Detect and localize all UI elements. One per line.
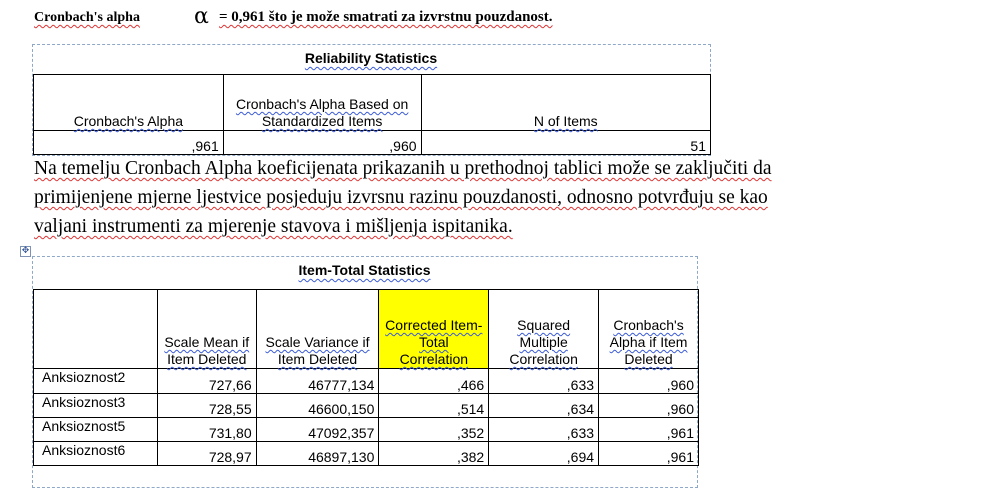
table-cell: ,634 [489,394,599,418]
table-row [34,369,699,394]
corner-cell [34,290,158,369]
row-label: Anksioznost5 [34,418,158,442]
table-row [34,442,699,466]
table-cell: 46600,150 [256,394,379,418]
table-cell: ,633 [489,369,599,394]
table-cell: ,960 [223,131,421,155]
row-label: Anksioznost2 [34,369,158,394]
reliability-title: Reliability Statistics [304,50,438,66]
column-header: Cronbach's Alpha Based on Standardized Items [223,75,421,131]
table-cell: 731,80 [157,418,256,442]
table-row [34,418,699,442]
row-label: Anksioznost3 [34,394,158,418]
column-header: Scale Mean if Item Deleted [157,290,256,369]
column-header: N of Items [421,75,710,131]
column-header: Cronbach's Alpha if Item Deleted [599,290,699,369]
paragraph-line: primijenjene mjerne ljestvice posjeduju izvrsnu razinu pouzdanosti, odnosno potvrđuju se kao [34,187,768,208]
table-cell: 728,97 [157,442,256,466]
table-cell: 728,55 [157,394,256,418]
table-cell: ,633 [489,418,599,442]
alpha-symbol: α [194,4,209,29]
paragraph-line: valjani instrumenti za mjerenje stavova i mišljenja ispitanika. [34,216,513,237]
itemtotal-title: Item-Total Statistics [298,262,431,278]
table-cell: 47092,357 [256,418,379,442]
table-cell: ,961 [599,442,699,466]
table-row [34,394,699,418]
column-header: Cronbach's Alpha [34,75,224,131]
table-cell: 727,66 [157,369,256,394]
row-label: Anksioznost6 [34,442,158,466]
table-cell: 46777,134 [256,369,379,394]
table-cell: ,960 [599,369,699,394]
table-cell: ,960 [599,394,699,418]
table-cell: ,961 [599,418,699,442]
column-header: Scale Variance if Item Deleted [256,290,379,369]
table-cell: ,352 [379,418,489,442]
table-cell: ,382 [379,442,489,466]
table-cell: 46897,130 [256,442,379,466]
paragraph-line: Na temelju Cronbach Alpha koeficijenata prikazanih u prethodnoj tablici može se zaključiti da [34,158,772,179]
reliability-table [33,74,711,155]
table-cell: ,694 [489,442,599,466]
heading-label: Cronbach's alpha [34,10,140,25]
table-cell: 51 [421,131,710,155]
column-header-highlighted: Corrected Item-Total Correlation [379,290,489,369]
itemtotal-table [33,289,699,466]
table-cell: ,514 [379,394,489,418]
column-header: Squared Multiple Correlation [489,290,599,369]
table-cell: ,466 [379,369,489,394]
heading-formula: = 0,961 što je može smatrati za izvrstnu pouzdanost. [219,9,553,25]
table-cell: ,961 [34,131,224,155]
body-paragraph [34,154,934,241]
move-handle-icon[interactable]: ✥ [21,246,30,256]
